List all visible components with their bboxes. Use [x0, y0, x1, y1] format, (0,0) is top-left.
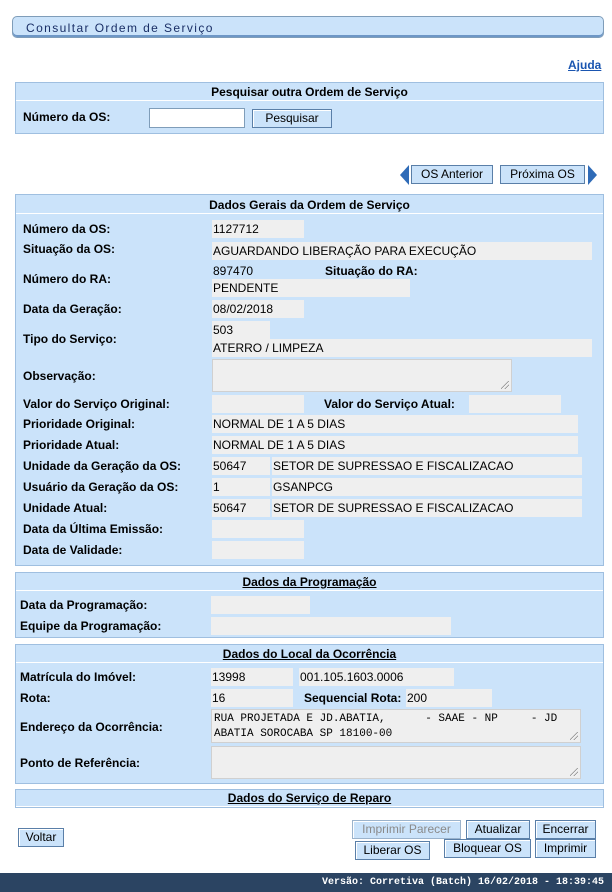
ultima-emissao-value — [212, 520, 304, 538]
page-title: Consultar Ordem de Serviço — [26, 21, 214, 35]
imprimir-parecer-button[interactable]: Imprimir Parecer — [352, 820, 461, 839]
unidade-geracao-code: 50647 — [212, 457, 270, 475]
unidade-geracao-label: Unidade da Geração da OS: — [23, 459, 182, 473]
prioridade-original-value: NORMAL DE 1 A 5 DIAS — [212, 415, 578, 433]
resize-grip-icon[interactable] — [570, 768, 578, 776]
unidade-geracao-desc: SETOR DE SUPRESSAO E FISCALIZACAO — [272, 457, 582, 475]
next-arrow-icon[interactable] — [588, 165, 597, 185]
inscricao-value: 001.105.1603.0006 — [299, 668, 454, 686]
rota-value: 16 — [211, 689, 293, 707]
bloquear-os-button[interactable]: Bloquear OS — [444, 839, 531, 858]
prev-os-button[interactable]: OS Anterior — [411, 165, 493, 184]
endereco-line1: RUA PROJETADA E JD.ABATIA, - SAAE - NP - JD — [214, 713, 558, 725]
unidade-atual-desc: SETOR DE SUPRESSAO E FISCALIZACAO — [272, 499, 582, 517]
situacao-os-value: AGUARDANDO LIBERAÇÃO PARA EXECUÇÃO — [212, 242, 592, 260]
endereco-textarea[interactable] — [211, 709, 581, 743]
local-panel — [15, 644, 604, 784]
equipe-programacao-label: Equipe da Programação: — [20, 619, 162, 633]
sequencial-value: 200 — [406, 689, 492, 707]
data-geracao-value: 08/02/2018 — [212, 300, 304, 318]
num-os-value: 1127712 — [212, 220, 304, 238]
prioridade-original-label: Prioridade Original: — [23, 417, 136, 431]
endereco-label: Endereço da Ocorrência: — [20, 720, 163, 734]
search-button[interactable]: Pesquisar — [252, 109, 332, 128]
situacao-os-label: Situação da OS: — [23, 242, 116, 256]
tipo-servico-desc: ATERRO / LIMPEZA — [212, 339, 592, 357]
search-os-input[interactable] — [149, 108, 245, 128]
ultima-emissao-label: Data da Última Emissão: — [23, 522, 164, 536]
liberar-os-button[interactable]: Liberar OS — [355, 841, 430, 860]
prioridade-atual-label: Prioridade Atual: — [23, 438, 120, 452]
valor-original-value — [212, 395, 304, 413]
usuario-geracao-desc: GSANPCG — [272, 478, 582, 496]
unidade-atual-label: Unidade Atual: — [23, 501, 108, 515]
valor-atual-value — [469, 395, 561, 413]
imprimir-button[interactable]: Imprimir — [535, 839, 596, 858]
encerrar-button[interactable]: Encerrar — [535, 820, 596, 839]
prioridade-atual-value: NORMAL DE 1 A 5 DIAS — [212, 436, 578, 454]
num-ra-label: Número do RA: — [23, 272, 111, 286]
reparo-panel — [15, 789, 604, 808]
validade-label: Data de Validade: — [23, 543, 123, 557]
sequencial-label: Sequencial Rota: — [304, 691, 402, 705]
next-os-button[interactable]: Próxima OS — [500, 165, 585, 184]
num-os-label: Número da OS: — [23, 222, 111, 236]
matricula-label: Matrícula do Imóvel: — [20, 670, 137, 684]
num-ra-value: 897470 — [213, 264, 254, 278]
equipe-programacao-value — [211, 617, 451, 635]
matricula-value: 13998 — [211, 668, 293, 686]
reparo-header[interactable]: Dados do Serviço de Reparo — [16, 790, 603, 807]
search-os-label: Número da OS: — [23, 110, 111, 124]
resize-grip-icon[interactable] — [501, 381, 509, 389]
situacao-ra-value: PENDENTE — [212, 279, 410, 297]
version-footer: Versão: Corretiva (Batch) 16/02/2018 - 18:39:45 — [0, 873, 612, 892]
referencia-textarea[interactable] — [211, 746, 581, 779]
prev-arrow-icon[interactable] — [400, 165, 409, 185]
search-panel-header: Pesquisar outra Ordem de Serviço — [16, 84, 603, 101]
usuario-geracao-code: 1 — [212, 478, 270, 496]
valor-atual-label: Valor do Serviço Atual: — [324, 397, 455, 411]
unidade-atual-code: 50647 — [212, 499, 270, 517]
search-panel — [15, 82, 604, 134]
local-header[interactable]: Dados do Local da Ocorrência — [16, 646, 603, 663]
tipo-servico-label: Tipo do Serviço: — [23, 332, 117, 346]
data-programacao-label: Data da Programação: — [20, 598, 148, 612]
data-programacao-value — [211, 596, 310, 614]
rota-label: Rota: — [20, 691, 51, 705]
observacao-label: Observação: — [23, 369, 96, 383]
endereco-line2: ABATIA SOROCABA SP 18100-00 — [214, 728, 393, 740]
programacao-header[interactable]: Dados da Programação — [16, 574, 603, 591]
observacao-textarea[interactable] — [212, 359, 512, 392]
resize-grip-icon[interactable] — [570, 732, 578, 740]
voltar-button[interactable]: Voltar — [18, 828, 64, 847]
data-geracao-label: Data da Geração: — [23, 302, 122, 316]
general-data-header: Dados Gerais da Ordem de Serviço — [16, 197, 603, 214]
help-link[interactable]: Ajuda — [568, 58, 602, 72]
valor-original-label: Valor do Serviço Original: — [23, 397, 170, 411]
atualizar-button[interactable]: Atualizar — [466, 820, 530, 839]
general-data-panel — [15, 194, 604, 566]
validade-value — [212, 541, 304, 559]
situacao-ra-label: Situação do RA: — [325, 264, 418, 278]
programacao-panel — [15, 572, 604, 638]
referencia-label: Ponto de Referência: — [20, 756, 141, 770]
tipo-servico-code: 503 — [212, 321, 270, 339]
usuario-geracao-label: Usuário da Geração da OS: — [23, 480, 179, 494]
